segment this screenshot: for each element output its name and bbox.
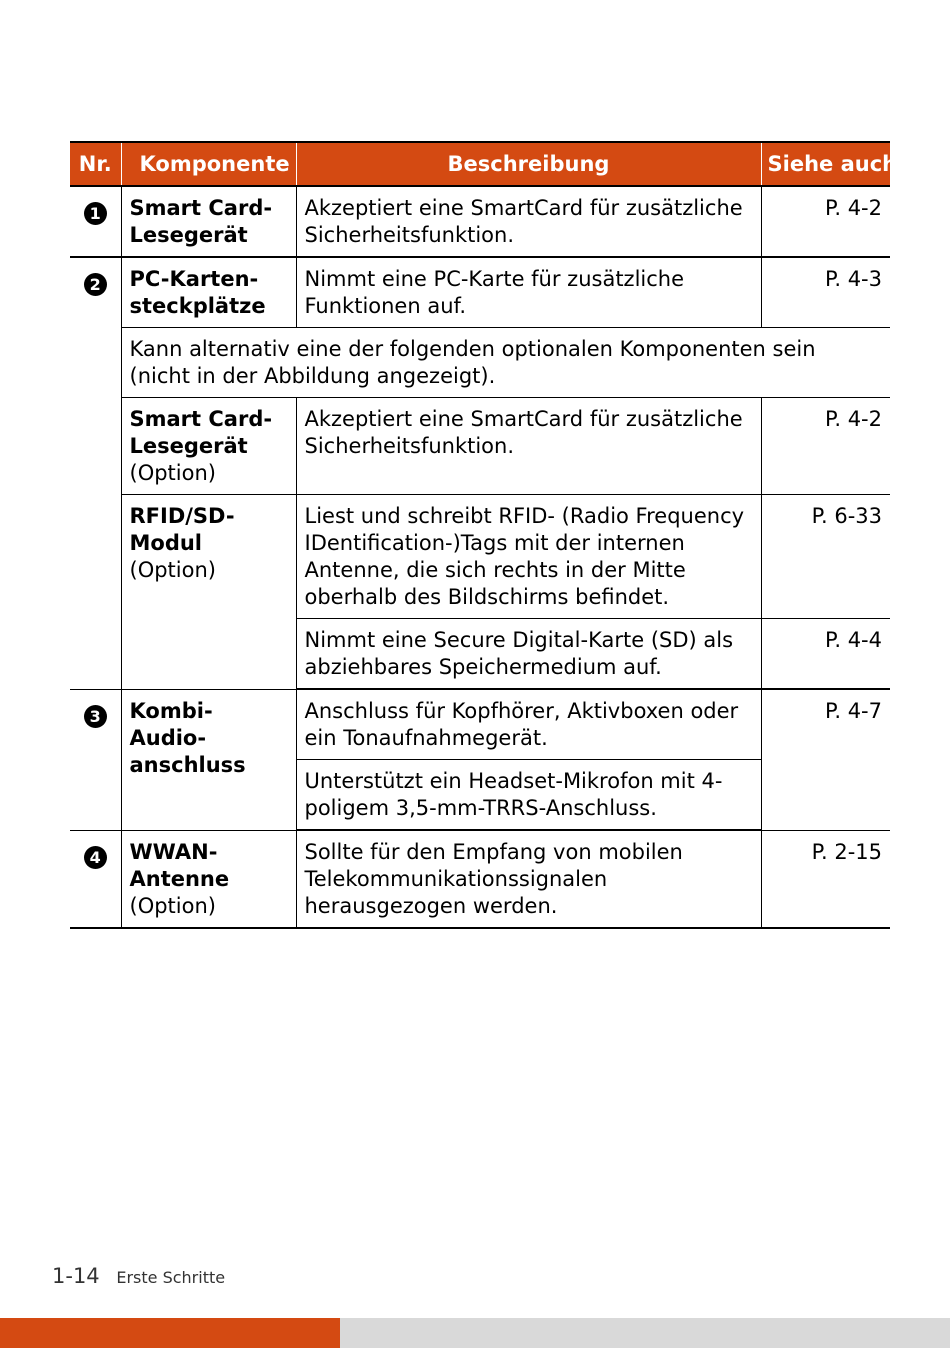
component-cell [121, 830, 296, 928]
header-description: Beschreibung [296, 142, 761, 186]
component-name: RFID/SD-Modul [129, 504, 235, 555]
page-footer [52, 1262, 225, 1292]
component-name: PC-Karten-steckplätze [129, 267, 266, 318]
number-badge-icon: 3 [84, 705, 107, 728]
table-row [70, 830, 890, 928]
description-cell: Unterstützt ein Headset-Mikrofon mit 4-poligem 3,5-mm-TRRS-Anschluss. [296, 760, 761, 831]
row-number-cell [70, 689, 121, 830]
description-cell: Nimmt eine Secure Digital-Karte (SD) als abziehbares Speichermedium auf. [296, 619, 761, 690]
number-badge-icon: 2 [84, 273, 107, 296]
option-label: (Option) [129, 893, 216, 918]
component-name: Kombi-Audio-anschluss [129, 698, 246, 777]
table-row [70, 495, 890, 619]
row-number-cell [70, 830, 121, 928]
page-reference: P. 4-4 [761, 619, 890, 690]
page-reference: P. 4-3 [761, 257, 890, 328]
row-number-cell [70, 257, 121, 689]
component-cell [121, 257, 296, 328]
option-label: (Option) [129, 461, 216, 485]
header-component: Komponente [121, 142, 296, 186]
page-reference: P. 2-15 [761, 830, 890, 928]
header-see-also: Siehe auch [761, 142, 890, 186]
component-name: Smart Card-Lesegerät [129, 407, 273, 458]
page-reference: P. 4-2 [761, 186, 890, 257]
component-cell [121, 495, 296, 690]
description-cell: Akzeptiert eine SmartCard für zusätzliche Sicherheitsfunktion. [296, 186, 761, 257]
row-number-cell [70, 186, 121, 257]
number-badge-icon: 1 [84, 202, 107, 225]
page-number: 1-14 [52, 1264, 100, 1288]
number-badge-icon: 4 [84, 846, 107, 869]
description-cell: Anschluss für Kopfhörer, Aktivboxen oder ein Tonaufnahmegerät. [296, 689, 761, 760]
component-cell [121, 398, 296, 495]
page-reference: P. 4-2 [761, 398, 890, 495]
description-cell: Liest und schreibt RFID- (Radio Frequency IDentification-)Tags mit der internen Antenne, die sich rechts in der Mitte oberhalb des Bildschirms befindet. [296, 495, 761, 619]
component-table [70, 141, 898, 929]
footer-accent-bar [0, 1318, 340, 1348]
description-cell: Akzeptiert eine SmartCard für zusätzliche Sicherheitsfunktion. [296, 398, 761, 495]
table-row [70, 257, 890, 328]
table-row [70, 398, 890, 495]
table-row [70, 328, 890, 398]
component-name: WWAN-Antenne [129, 839, 230, 891]
page-reference: P. 6-33 [761, 495, 890, 619]
table-row [70, 689, 890, 760]
description-cell: Sollte für den Empfang von mobilen Telekommunikationssignalen herausgezogen werden. [296, 830, 761, 928]
table-row [70, 186, 890, 257]
page-reference: P. 4-7 [761, 689, 890, 830]
table-header-row [70, 142, 890, 186]
component-cell [121, 689, 296, 830]
option-label: (Option) [129, 558, 216, 582]
description-cell: Nimmt eine PC-Karte für zusätzliche Funktionen auf. [296, 257, 761, 328]
header-nr: Nr. [70, 142, 121, 186]
footer-grey-bar [340, 1318, 950, 1348]
component-cell [121, 186, 296, 257]
component-name: Smart Card-Lesegerät [129, 196, 273, 247]
section-title: Erste Schritte [116, 1268, 226, 1287]
optional-components-note: Kann alternativ eine der folgenden optionalen Komponenten sein (nicht in der Abbildung angezeigt). [121, 328, 890, 398]
